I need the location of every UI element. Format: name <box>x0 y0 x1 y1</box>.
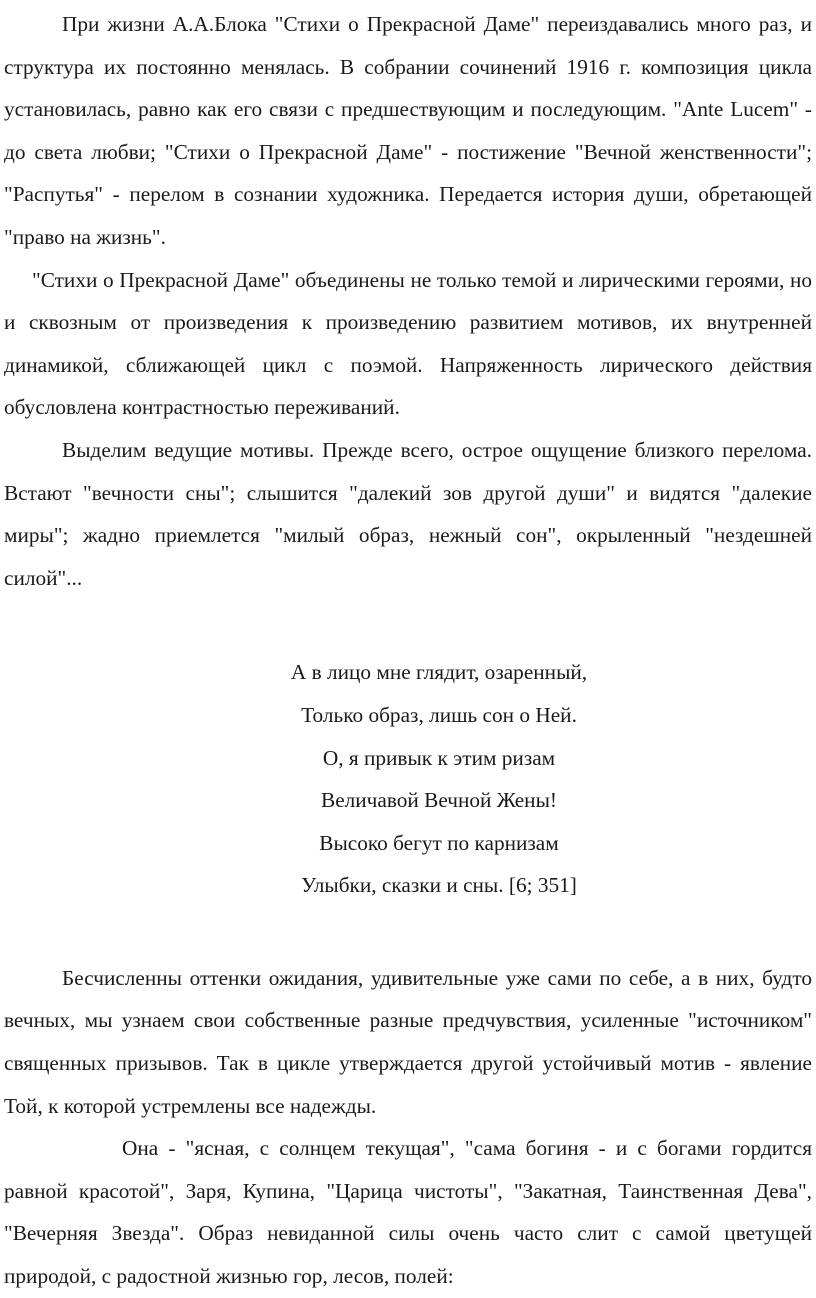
paragraph-3: Выделим ведущие мотивы. Прежде всего, острое ощущение близкого перелома. Встают "вечности сны"; слышится "далекий зов другой души" и видятся "далекие миры"; жадно приемлется "милый образ, нежный сон", окрыленный "нездешней силой"... <box>4 437 812 590</box>
paragraph-2: "Стихи о Прекрасной Даме" объединены не только темой и лирическими героями, но и сквозным от произведения к произведению развитием мотивов, их внутренней динамикой, сближающей цикл с поэмой. Напряженность лирического действия обусловлена контрастностью переживаний. <box>4 267 812 420</box>
paragraph-5: Она - "ясная, с солнцем текущая", "сама богиня - и с богами гордится равной красотой", Заря, Купина, "Царица чистоты", "Закатная, Таинственная Дева", "Вечерняя Звезда". Образ невиданной силы очень часто слит с самой цветущей природой, с радостной жизнью гор, лесов, полей: <box>4 1136 812 1289</box>
paragraph-4: Бесчисленны оттенки ожидания, удивительные уже сами по себе, а в них, будто вечных, мы узнаем свои собственные разные предчувствия, усиленные "источником" священных призывов. Так в цикле утверждается другой устойчивый мотив - явление Той, к которой устремлены все надежды. <box>4 965 812 1118</box>
poem-quote <box>4 651 812 907</box>
poem-line-1: А в лицо мне глядит, озаренный, <box>290 660 588 685</box>
poem-line-2: Только образ, лишь сон о Ней. <box>301 702 577 727</box>
poem-line-6: Улыбки, сказки и сны. [6; 351] <box>301 873 577 898</box>
poem-line-3: О, я привык к этим ризам <box>322 745 556 770</box>
paragraph-1: При жизни А.А.Блока "Стихи о Прекрасной Даме" переиздавались много раз, и структура их постоянно менялась. В собрании сочинений 1916 г. композиция цикла установилась, равно как его связи с предшествующим и последующим. "Ante Lucem" - до света любви; "Стихи о Прекрасной Даме" - постижение "Вечной женственности"; "Распутья" - перелом в сознании художника. Передается история души, обретающей "право на жизнь". <box>4 12 812 249</box>
poem-line-4: Величавой Вечной Жены! <box>321 788 557 813</box>
poem-line-5: Высоко бегут по карнизам <box>319 830 559 855</box>
